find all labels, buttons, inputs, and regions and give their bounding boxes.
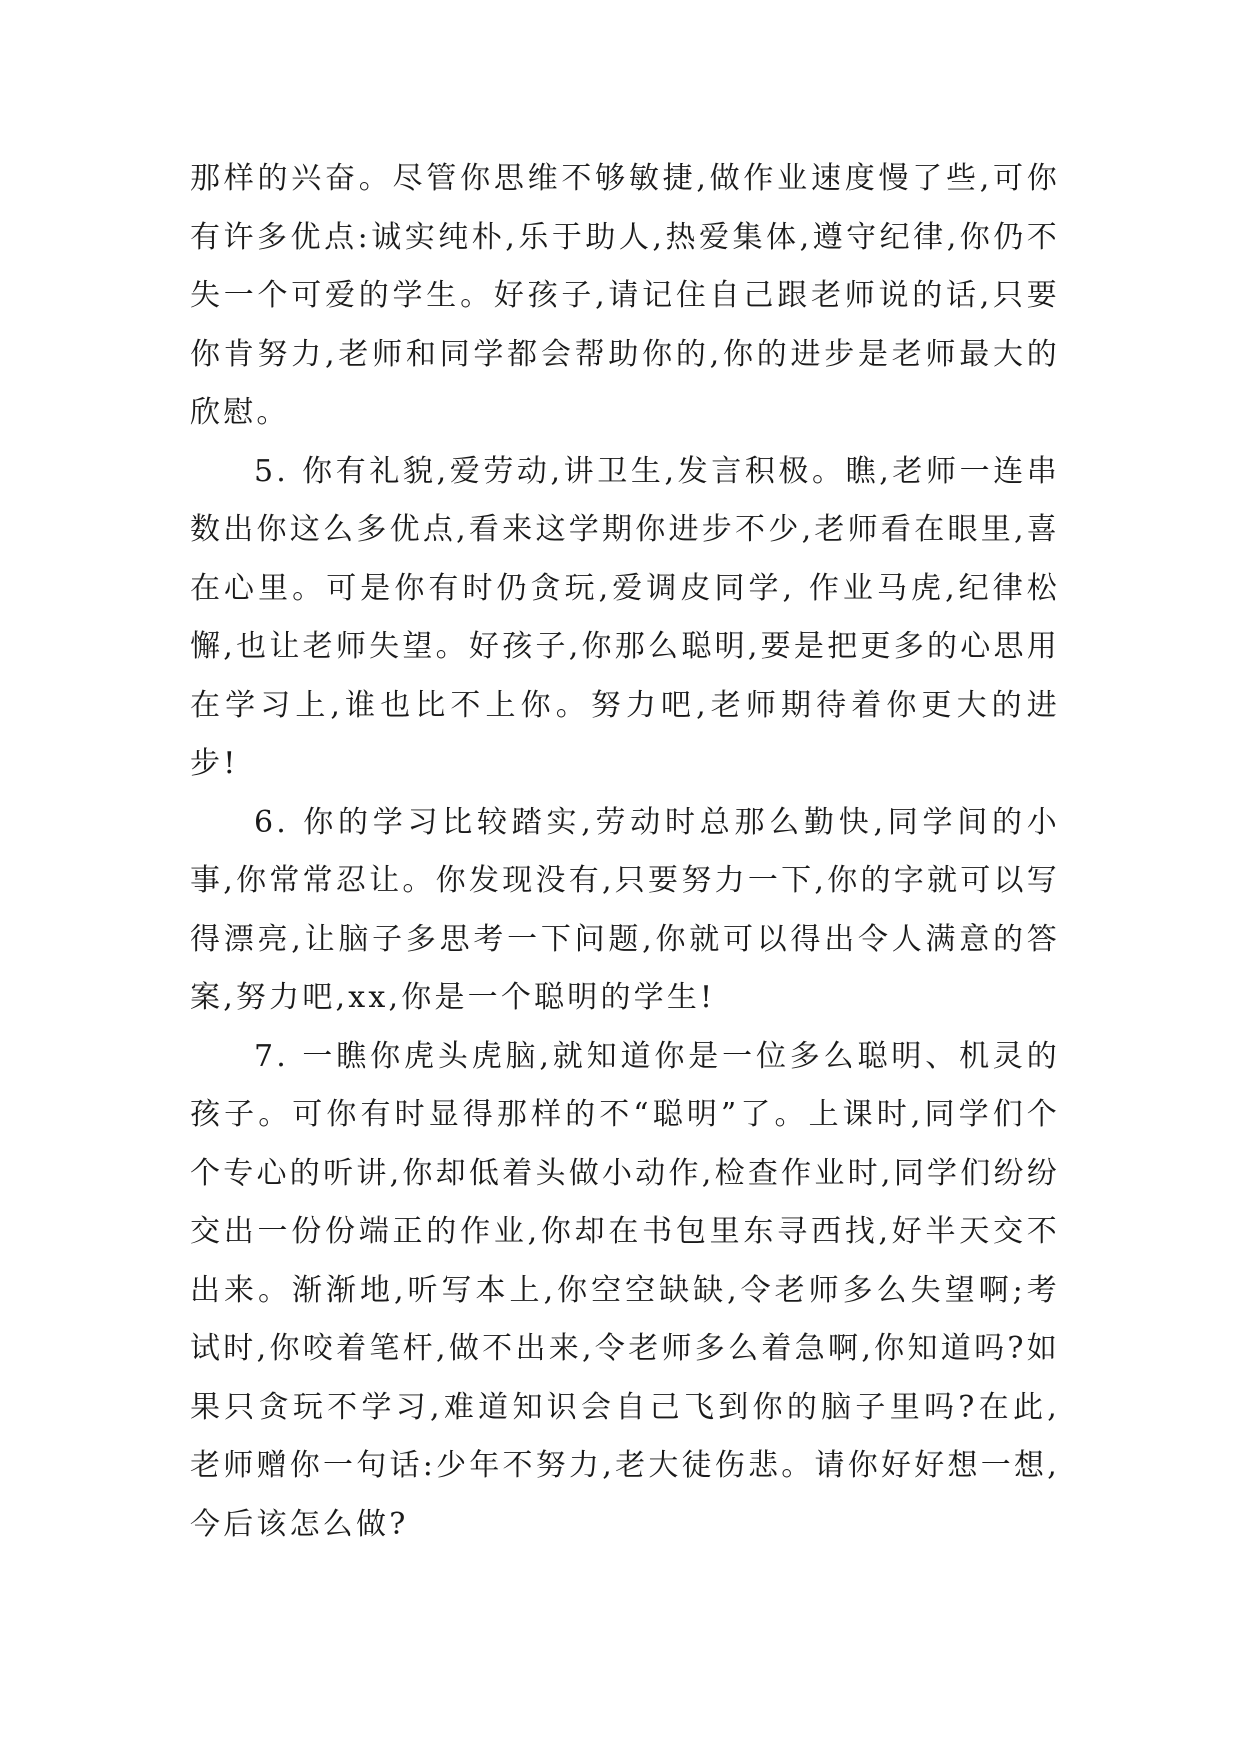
paragraph-item-6: 6. 你的学习比较踏实,劳动时总那么勤快,同学间的小事,你常常忍让。你发现没有,只要努力一下,你的字就可以写得漂亮,让脑子多思考一下问题,你就可以得出令人满意的答案,努力吧,xx,你是一个聪明的学生!: [190, 804, 1060, 1015]
paragraph-continuation: 那样的兴奋。尽管你思维不够敏捷,做作业速度慢了些,可你有许多优点:诚实纯朴,乐于助人,热爱集体,遵守纪律,你仍不失一个可爱的学生。好孩子,请记住自己跟老师说的话,只要你肯努力,老师和同学都会帮助你的,你的进步是老师最大的欣慰。: [190, 161, 1060, 430]
document-body: [190, 150, 1060, 1554]
paragraph-item-5: 5. 你有礼貌,爱劳动,讲卫生,发言积极。瞧,老师一连串数出你这么多优点,看来这学期你进步不少,老师看在眼里,喜在心里。可是你有时仍贪玩,爱调皮同学, 作业马虎,纪律松懈,也让老师失望。好孩子,你那么聪明,要是把更多的心思用在学习上,谁也比不上你。努力吧,老师期待着你更大的进步!: [190, 453, 1060, 781]
paragraph-item-7: 7. 一瞧你虎头虎脑,就知道你是一位多么聪明、机灵的孩子。可你有时显得那样的不“聪明”了。上课时,同学们个个专心的听讲,你却低着头做小动作,检查作业时,同学们纷纷交出一份份端正的作业,你却在书包里东寻西找,好半天交不出来。渐渐地,听写本上,你空空缺缺,令老师多么失望啊;考试时,你咬着笔杆,做不出来,令老师多么着急啊,你知道吗?如果只贪玩不学习,难道知识会自己飞到你的脑子里吗?在此,老师赠你一句话:少年不努力,老大徒伤悲。请你好好想一想,今后该怎么做?: [190, 1038, 1060, 1542]
